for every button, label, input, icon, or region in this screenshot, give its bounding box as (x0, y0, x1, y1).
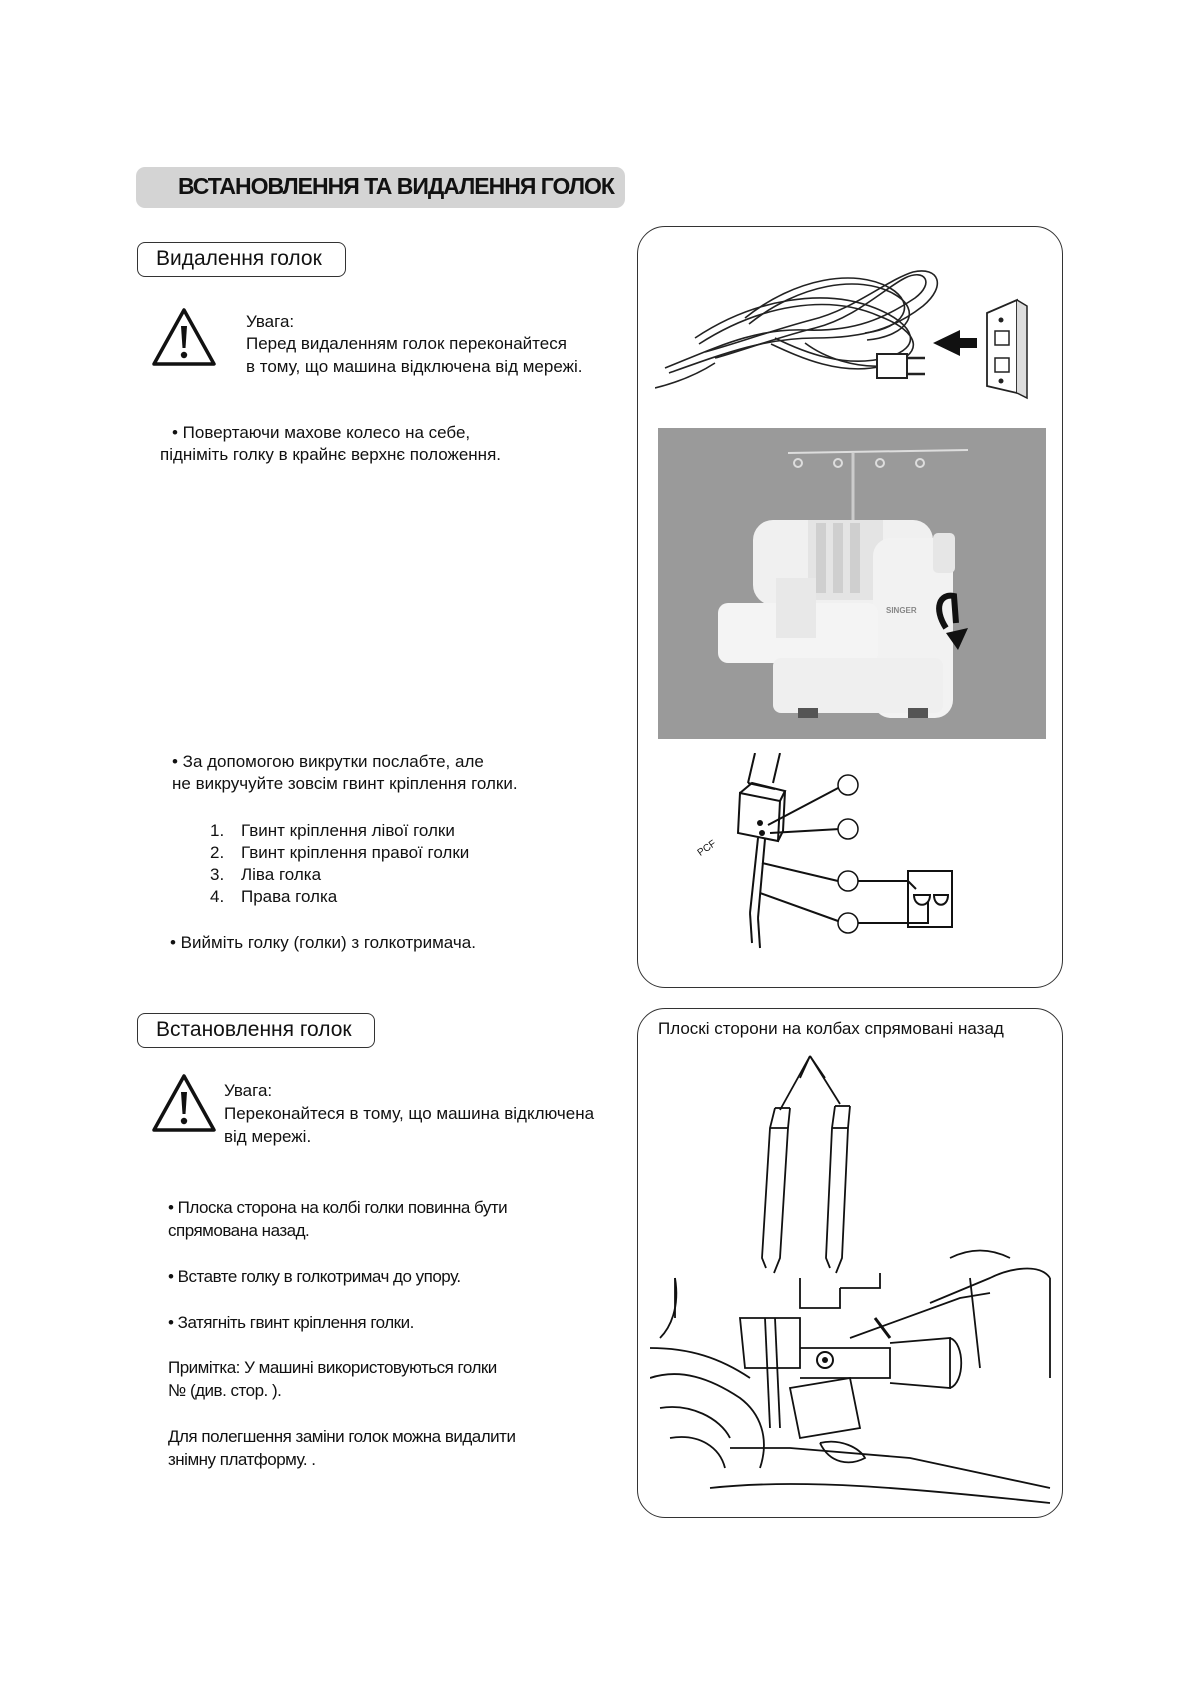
removal-warning-line-2: в тому, що машина відключена від мережі. (246, 357, 583, 376)
needle-clamp-diagram (680, 753, 980, 973)
warning-icon (150, 306, 218, 368)
removal-step3: • Вийміть голку (голки) з голкотримача. (170, 933, 476, 952)
install-heading: Встановлення голок (137, 1013, 375, 1048)
install-warning-line-1: Переконайтеся в тому, що машина відключена (224, 1104, 595, 1123)
install-bullet3: • Затягніть гвинт кріплення голки. (168, 1313, 414, 1332)
removal-heading: Видалення голок (137, 242, 346, 277)
install-warning-line-2: від мережі. (224, 1127, 312, 1146)
install-warning-title: Увага: (224, 1081, 273, 1100)
install-platform-line-1: Для полегшення заміни голок можна видалити (168, 1427, 516, 1446)
removal-step2-line-1: • За допомогою викрутки послабте, але (172, 752, 484, 771)
install-platform-line-2: знімну платформу. . (168, 1450, 316, 1469)
parts-list-item: 4. Права голка (210, 887, 338, 906)
machine-brand-label: SINGER (886, 606, 917, 615)
removal-step1-line-2: підніміть голку в крайнє верхнє положення. (160, 445, 501, 464)
warning-icon (150, 1072, 218, 1134)
install-bullet1-line-2: спрямована назад. (168, 1221, 310, 1240)
parts-list-item: 2. Гвинт кріплення правої голки (210, 843, 470, 862)
install-note-line-2: № (див. стор. ). (168, 1381, 282, 1400)
install-figure-caption: Плоскі сторони на колбах спрямовані назад (658, 1019, 1004, 1038)
removal-warning-line-1: Перед видаленням голок переконайтеся (246, 334, 567, 353)
install-bullet2: • Вставте голку в голкотримач до упору. (168, 1267, 461, 1286)
needle-install-illustration (650, 1048, 1055, 1508)
install-bullet1-line-1: • Плоска сторона на колбі голки повинна бути (168, 1198, 508, 1217)
page-title: ВСТАНОВЛЕННЯ ТА ВИДАЛЕННЯ ГОЛОК (178, 173, 614, 199)
removal-warning-title: Увага: (246, 312, 295, 331)
parts-list-item: 1. Гвинт кріплення лівої голки (210, 821, 455, 840)
parts-list-item: 3. Ліва голка (210, 865, 322, 884)
removal-step2-line-2: не викручуйте зовсім гвинт кріплення голки. (172, 774, 518, 793)
parts-list (210, 820, 469, 908)
needle-clamp-label: PCF (695, 838, 719, 859)
power-cord-illustration (655, 258, 1055, 408)
machine-photo (658, 428, 1046, 739)
removal-step1-line-1: • Повертаючи махове колесо на себе, (172, 423, 471, 442)
install-note-line-1: Примітка: У машині використовуються голки (168, 1358, 497, 1377)
